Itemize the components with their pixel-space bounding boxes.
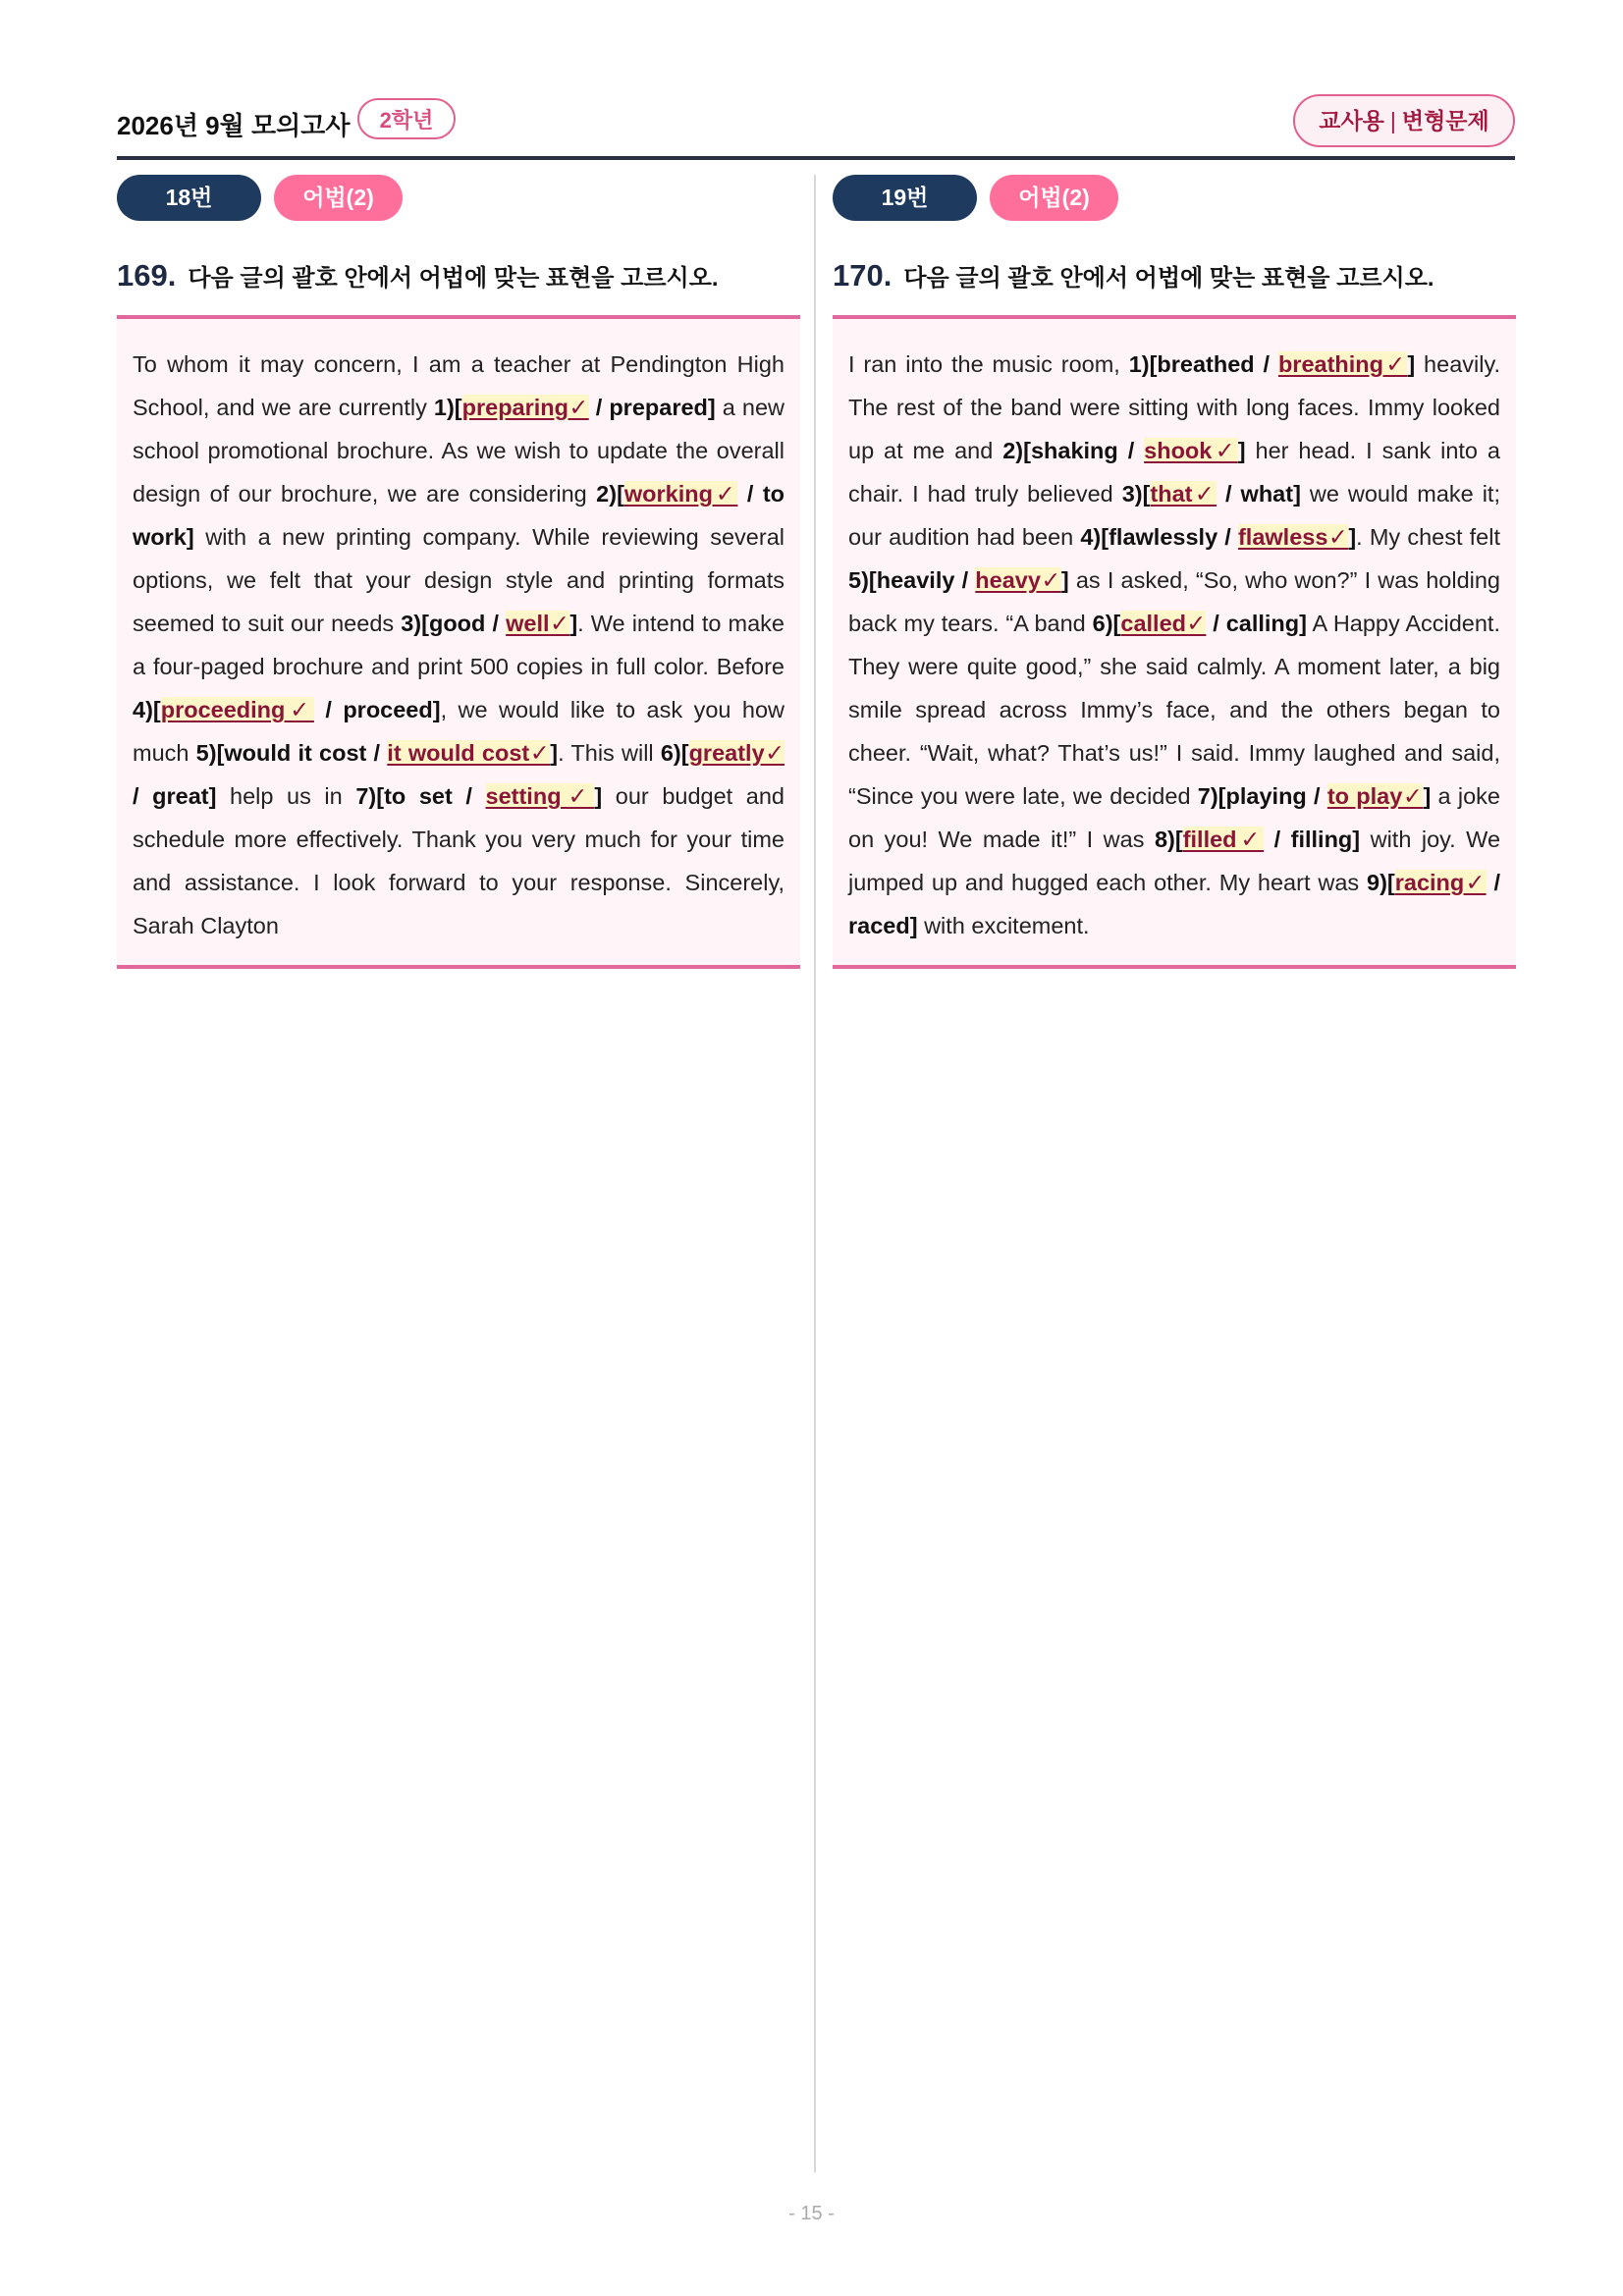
choice-text: to work: [133, 481, 784, 550]
choice-text: ]: [707, 395, 716, 420]
passage-text: To whom it may concern, I am a teacher at Pendington High School, and we are currently: [133, 351, 784, 420]
choice-text: ]: [186, 524, 194, 550]
choice-text: /: [133, 783, 153, 809]
choice-text: raced: [848, 913, 910, 938]
question-instruction: 다음 글의 괄호 안에서 어법에 맞는 표현을 고르시오.: [903, 265, 1434, 292]
choice-text: great: [152, 783, 209, 809]
choice-text: would it cost: [224, 740, 367, 766]
choice-text: ]: [432, 697, 441, 722]
question-title: [117, 258, 800, 297]
choice-text: /: [1254, 351, 1278, 377]
correct-answer: breathing✓: [1277, 351, 1408, 377]
choice-text: ]: [1299, 611, 1307, 636]
type-badge-separator: |: [1389, 108, 1396, 133]
choice-text: 2)[: [596, 481, 624, 507]
choice-text: ]: [1423, 783, 1432, 809]
passage-text: . My chest felt: [1356, 524, 1500, 550]
choice-text: ]: [550, 740, 559, 766]
page-number: - 15 -: [788, 2203, 835, 2224]
choice-text: 7)[: [355, 783, 385, 809]
choice-text: /: [485, 611, 507, 636]
choice-text: prepared: [609, 395, 708, 420]
question-source-pill: 19번: [833, 175, 977, 221]
question-number: 170.: [833, 258, 893, 293]
passage-text: with excitement.: [917, 913, 1090, 938]
passage-text: as I asked, “So, who won?” I was holding back my tears. “A band: [848, 567, 1500, 636]
correct-answer: preparing✓: [461, 395, 589, 420]
passage-text: our budget and schedule more effectively. Thank you very much for your time and assistance. I look forward to your response. Sincerely, Sarah Clayton: [133, 783, 785, 938]
choice-text: 3)[: [401, 611, 429, 636]
choice-text: 6)[: [1092, 611, 1121, 636]
choice-text: ]: [1407, 351, 1416, 377]
correct-answer: heavy✓: [975, 567, 1061, 593]
choice-text: calling: [1225, 611, 1300, 636]
choice-text: /: [1117, 438, 1145, 463]
choice-text: /: [954, 567, 976, 593]
passage-text: , we would like to ask you how much: [133, 697, 784, 766]
choice-text: filling: [1290, 827, 1353, 852]
passage-text: a joke on you! We made it!” I was: [848, 783, 1500, 852]
passage-text: with a new printing company. While reviewing several options, we felt that your design style and printing formats seemed to suit our needs: [133, 524, 784, 636]
choice-text: 4)[: [133, 697, 161, 722]
choice-text: what: [1240, 481, 1294, 507]
choice-text: 4)[: [1080, 524, 1109, 550]
correct-answer: proceeding✓: [160, 697, 314, 722]
correct-answer: filled✓: [1182, 827, 1265, 852]
choice-text: ]: [1352, 827, 1361, 852]
choice-text: ]: [569, 611, 578, 636]
choice-text: 1)[: [433, 395, 462, 420]
choice-text: /: [1486, 870, 1500, 895]
page-header: [117, 94, 1515, 159]
question-instruction: 다음 글의 괄호 안에서 어법에 맞는 표현을 고르시오.: [188, 265, 719, 292]
type-badge-right: 변형문제: [1401, 108, 1489, 133]
correct-answer: flawless✓: [1237, 524, 1349, 550]
choice-text: ]: [208, 783, 217, 809]
correct-answer: it would cost✓: [387, 740, 551, 766]
passage-text: . This will: [558, 740, 661, 766]
choice-text: 6)[: [660, 740, 689, 766]
choice-text: 5)[: [195, 740, 225, 766]
choice-text: 8)[: [1154, 827, 1183, 852]
correct-answer: to play✓: [1326, 783, 1424, 809]
choice-text: good: [428, 611, 486, 636]
passage-box: [833, 319, 1516, 969]
passage-text: her head. I sank into a chair. I had truly believed: [848, 438, 1500, 507]
correct-answer: that✓: [1150, 481, 1217, 507]
choice-text: /: [1217, 481, 1241, 507]
correct-answer: shook✓: [1144, 438, 1238, 463]
choice-text: 7)[: [1197, 783, 1226, 809]
passage-text: with joy. We jumped up and hugged each other. My heart was: [848, 827, 1501, 895]
question-category-pill: 어법(2): [990, 175, 1118, 221]
passage-text: a new school promotional brochure. As we wish to update the overall design of our brochure, we are considering: [133, 395, 784, 507]
choice-text: 2)[: [1002, 438, 1031, 463]
choice-text: ]: [1293, 481, 1301, 507]
correct-answer: greatly✓: [688, 740, 785, 766]
choice-text: ]: [1060, 567, 1069, 593]
passage-box: [117, 319, 800, 969]
choice-text: /: [452, 783, 486, 809]
type-badge: [1293, 94, 1515, 147]
choice-text: heavily: [876, 567, 955, 593]
passage-text: we would make it; our audition had been: [848, 481, 1500, 550]
header-rule: [117, 156, 1515, 160]
choice-text: ]: [594, 783, 603, 809]
choice-text: shaking: [1030, 438, 1118, 463]
passage-text: help us in: [216, 783, 356, 809]
choice-text: breathed: [1157, 351, 1255, 377]
type-badge-left: 교사용: [1319, 108, 1384, 133]
choice-text: 3)[: [1121, 481, 1151, 507]
choice-text: 1)[: [1128, 351, 1158, 377]
correct-answer: setting✓: [485, 783, 595, 809]
question-source-pill: 18번: [117, 175, 261, 221]
question-category-pill: 어법(2): [274, 175, 403, 221]
choice-text: /: [737, 481, 763, 507]
choice-text: /: [313, 697, 344, 722]
question-number: 169.: [117, 258, 177, 293]
choice-text: proceed: [343, 697, 433, 722]
choice-text: /: [1306, 783, 1327, 809]
passage-text: A Happy Accident. They were quite good,” she said calmly. A moment later, a big smile spread across Immy’s face, and the others began to cheer. “Wait, what? That’s us!” I said. Immy laughed and said, “Since you were late, we decided: [848, 611, 1500, 809]
choice-text: ]: [1348, 524, 1357, 550]
choice-text: /: [1206, 611, 1226, 636]
choice-text: 5)[: [848, 567, 877, 593]
choice-text: /: [588, 395, 610, 420]
exam-title: 2026년 9월 모의고사: [117, 111, 351, 140]
choice-text: ]: [909, 913, 918, 938]
choice-text: ]: [1237, 438, 1246, 463]
choice-text: playing: [1225, 783, 1307, 809]
passage-text: . We intend to make a four-paged brochure and print 500 copies in full color. Before: [133, 611, 784, 679]
column-divider: [814, 175, 816, 2172]
correct-answer: working✓: [623, 481, 738, 507]
grade-badge: 2학년: [357, 98, 456, 139]
correct-answer: racing✓: [1394, 870, 1487, 895]
correct-answer: well✓: [506, 611, 570, 636]
passage-text: I ran into the music room,: [848, 351, 1129, 377]
choice-text: /: [1264, 827, 1291, 852]
correct-answer: called✓: [1120, 611, 1207, 636]
choice-text: /: [366, 740, 388, 766]
choice-text: /: [1217, 524, 1238, 550]
passage-text: heavily. The rest of the band were sitting with long faces. Immy looked up at me and: [848, 351, 1500, 463]
choice-text: 9)[: [1367, 870, 1395, 895]
choice-text: flawlessly: [1109, 524, 1218, 550]
choice-text: to set: [384, 783, 453, 809]
question-title: [833, 258, 1516, 297]
